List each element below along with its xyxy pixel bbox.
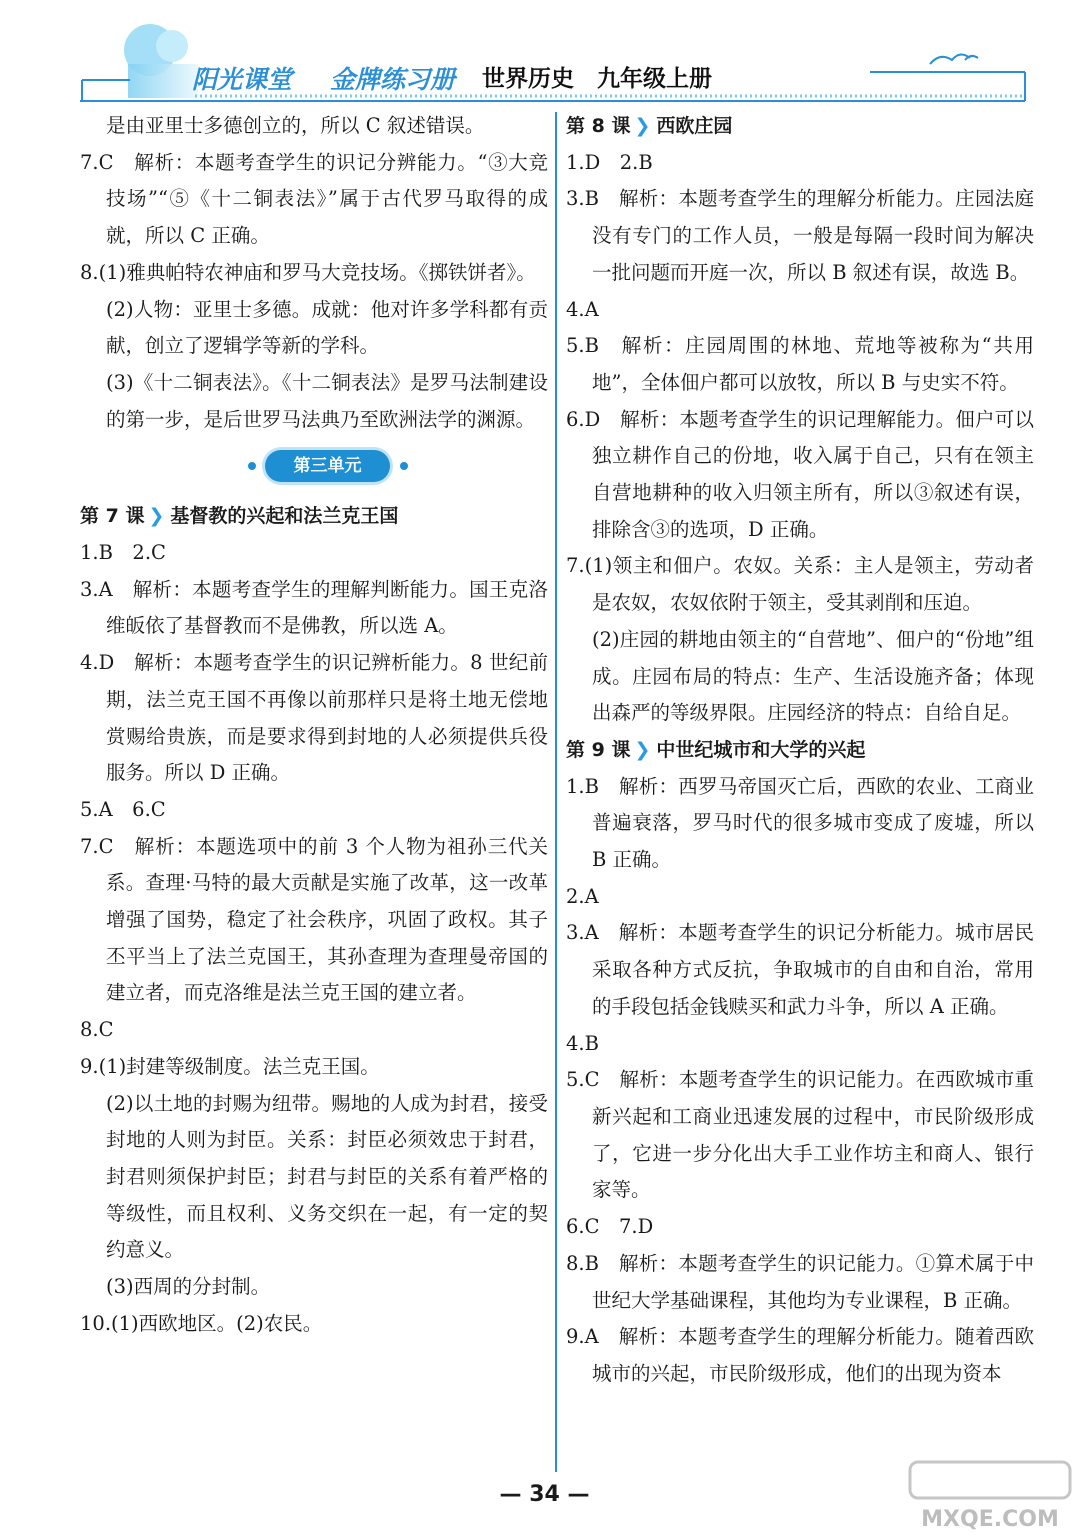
chevron-right-icon: ❯: [148, 505, 165, 528]
page-header: [0, 0, 1089, 110]
answer-item: 8.C: [80, 1018, 114, 1042]
answer-subitem: (2)人物：亚里士多德。成就：他对许多学科都有贡献，创立了逻辑学等新的学科。: [106, 297, 548, 358]
left-column: [80, 108, 548, 1343]
banner-dot: [248, 462, 256, 470]
column-divider: [555, 112, 557, 1472]
answer-item: 4.D 解析：本题考查学生的识记辨析能力。8 世纪前期，法兰克王国不再像以前那样只是将土地无偿地赏赐给贵族，而是要求得到封地的人必须提供兵役服务。所以 D 正确。: [80, 651, 548, 785]
answer-item: 7.(1)领主和佃户。农奴。关系：主人是领主，劳动者是农奴，农奴依附于领主，受其剥削和压迫。: [566, 554, 1034, 615]
page-number: — 34 —: [499, 1482, 590, 1507]
answer-item: 6.C 7.D: [566, 1215, 654, 1239]
answer-subitem: (2)以土地的封赐为纽带。赐地的人成为封君，接受封地的人则为封臣。关系：封臣必须效忠于封君，封君则须保护封臣；封君与封臣的关系有着严格的等级性，而且权利、义务交织在一起，有一定的契约意义。: [106, 1091, 548, 1262]
answer-item: 1.D 2.B: [566, 150, 653, 174]
lesson-title: 基督教的兴起和法兰克王国: [170, 505, 399, 528]
right-column: [566, 108, 1034, 1393]
answer-item: 10.(1)西欧地区。(2)农民。: [80, 1311, 323, 1335]
answer-item: 7.C 解析：本题选项中的前 3 个人物为祖孙三代关系。查理·马特的最大贡献是实施了改革，这一改革增强了国势，稳定了社会秩序，巩固了政权。其子丕平当上了法兰克国王，其孙查理为查理曼帝国的建立者，而克洛维是法兰克王国的建立者。: [80, 834, 548, 1005]
header-brand: 阳光课堂: [192, 65, 293, 94]
lesson-number: 第 9 课: [566, 738, 631, 761]
header-grade: 九年级上册: [597, 66, 712, 92]
answer-item: 2.A: [566, 884, 599, 908]
banner-dot: [400, 462, 408, 470]
lesson-number: 第 7 课: [80, 505, 145, 528]
answer-item: 5.C 解析：本题考查学生的识记能力。在西欧城市重新兴起和工商业迅速发展的过程中，市民阶级形成了，它进一步分化出大手工业作坊主和商人、银行家等。: [566, 1068, 1034, 1202]
unit-banner: [80, 438, 548, 498]
answer-item: 8.B 解析：本题考查学生的识记能力。①算术属于中世纪大学基础课程，其他均为专业课程，B 正确。: [566, 1251, 1034, 1312]
answer-item: 1.B 2.C: [80, 541, 166, 565]
answer-item: 8.(1)雅典帕特农神庙和罗马大竞技场。《掷铁饼者》。: [80, 260, 536, 284]
lesson-title: 中世纪城市和大学的兴起: [656, 738, 866, 761]
lesson-number: 第 8 课: [566, 115, 631, 137]
answer-item: 3.A 解析：本题考查学生的理解判断能力。国王克洛维皈依了基督教而不是佛教，所以选 A。: [80, 577, 548, 638]
header-decoration: [0, 0, 1089, 110]
answer-item: 4.A: [566, 297, 599, 321]
lesson-heading: [566, 108, 1034, 145]
answer-item: 5.B 解析：庄园周围的林地、荒地等被称为“共用地”，全体佃户都可以放牧，所以 B 与史实不符。: [566, 334, 1034, 394]
svg-text:MXQE.COM: MXQE.COM: [921, 1507, 1059, 1532]
answer-continuation: 是由亚里士多德创立的，所以 C 叙述错误。: [106, 114, 485, 137]
chevron-right-icon: ❯: [634, 738, 651, 761]
answer-item: 9.A 解析：本题考查学生的理解分析能力。随着西欧城市的兴起，市民阶级形成，他们的出现为资本: [566, 1325, 1034, 1385]
watermark-logo: [900, 1458, 1080, 1534]
header-subtitle: 金牌练习册: [330, 65, 456, 94]
answer-item: 1.B 解析：西罗马帝国灭亡后，西欧的农业、工商业普遍衰落，罗马时代的很多城市变成了废墟，所以 B 正确。: [566, 774, 1034, 872]
answer-subitem: (3)《十二铜表法》。《十二铜表法》是罗马法制建设的第一步，是后世罗马法典乃至欧洲法学的渊源。: [106, 370, 548, 431]
answer-item: 3.A 解析：本题考查学生的识记分析能力。城市居民采取各种方式反抗，争取城市的自由和自治，常用的手段包括金钱赎买和武力斗争，所以 A 正确。: [566, 921, 1034, 1018]
lesson-heading: [566, 732, 1034, 769]
header-subject: 世界历史: [482, 66, 574, 92]
answer-subitem: (3)西周的分封制。: [106, 1275, 271, 1299]
lesson-heading: [80, 498, 548, 535]
chevron-right-icon: ❯: [634, 115, 651, 137]
answer-subitem: (2)庄园的耕地由领主的“自营地”、佃户的“份地”组成。庄园布局的特点：生产、生活设施齐备；体现出森严的等级界限。庄园经济的特点：自给自足。: [592, 627, 1034, 725]
answer-item: 7.C 解析：本题考查学生的识记分辨能力。“③大竞技场”“⑤《十二铜表法》”属于古代罗马取得的成就，所以 C 正确。: [80, 150, 548, 248]
answer-item: 3.B 解析：本题考查学生的理解分析能力。庄园法庭没有专门的工作人员，一般是每隔一段时间为解决一批问题而开庭一次，所以 B 叙述有误，故选 B。: [566, 187, 1034, 284]
unit-title: 第三单元: [265, 450, 390, 482]
answer-item: 5.A 6.C: [80, 797, 166, 821]
answer-item: 9.(1)封建等级制度。法兰克王国。: [80, 1054, 380, 1078]
answer-item: 4.B: [566, 1031, 599, 1055]
answer-item: 6.D 解析：本题考查学生的识记理解能力。佃户可以独立耕作自己的份地，收入属于自己，只有在领主自营地耕种的收入归领主所有，所以③叙述有误，排除含③的选项，D 正确。: [566, 407, 1034, 541]
lesson-title: 西欧庄园: [656, 115, 733, 137]
